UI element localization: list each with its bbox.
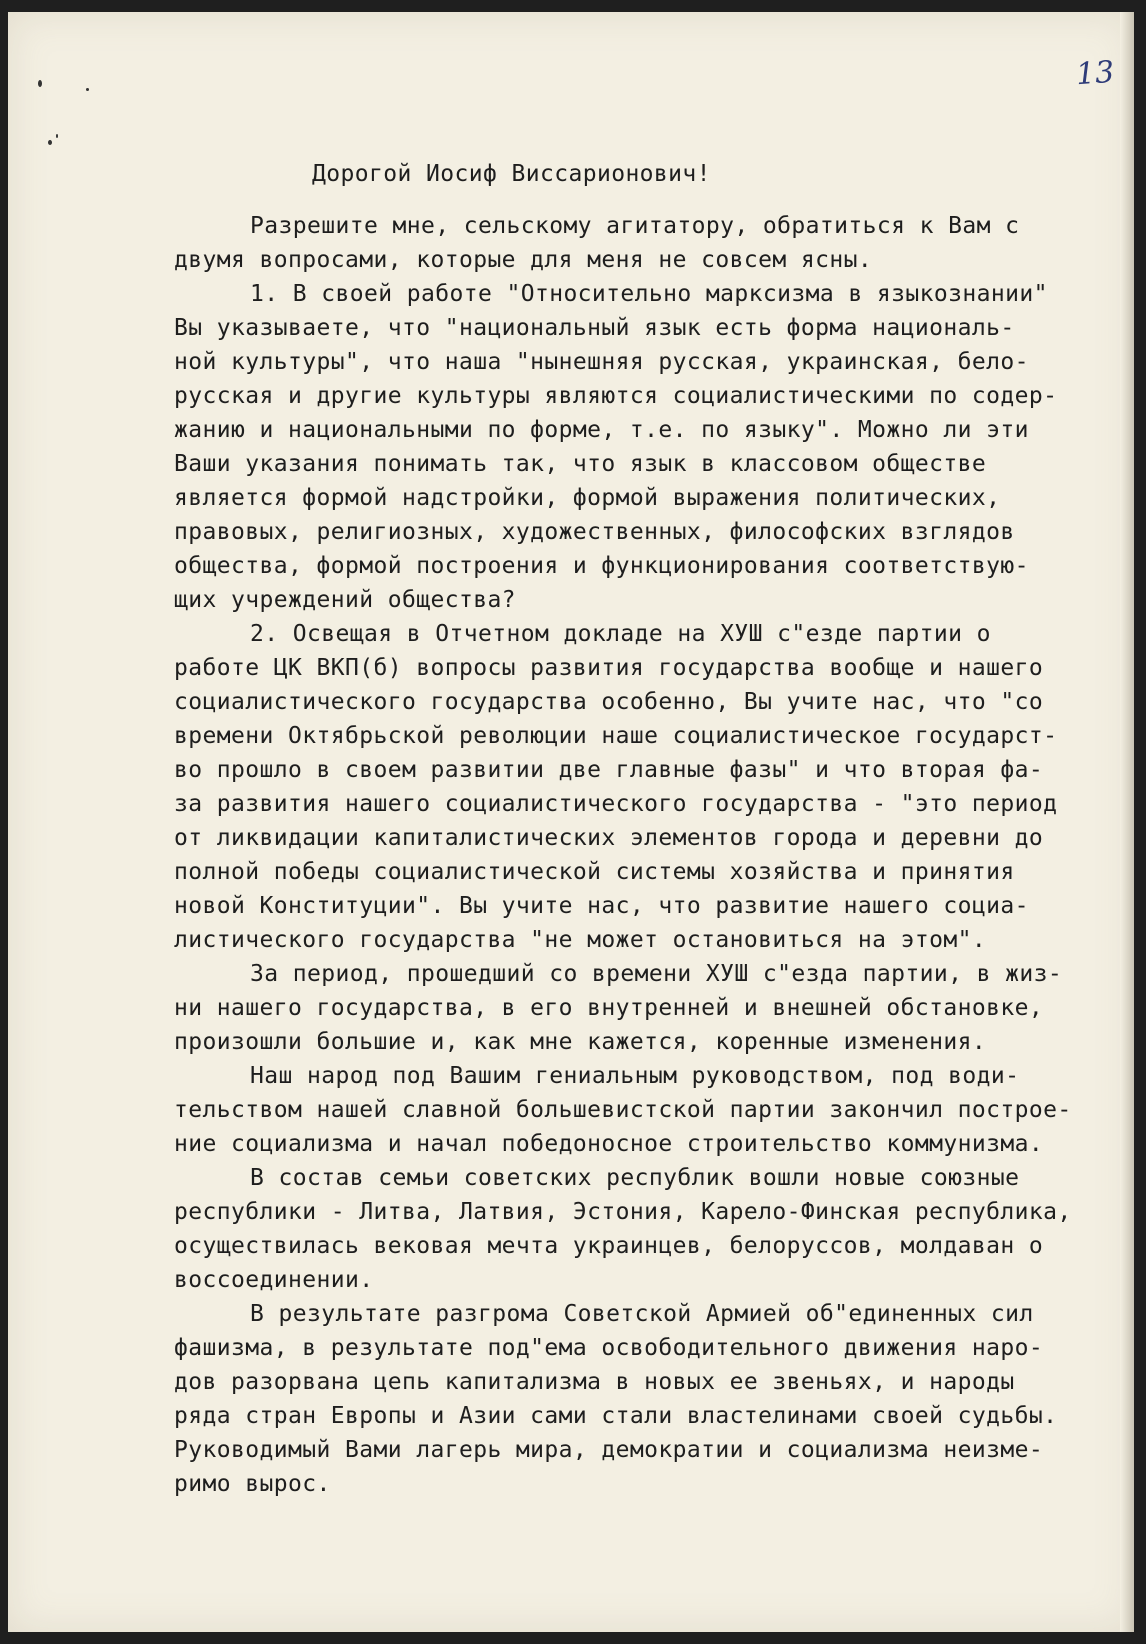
text-line: является формой надстройки, формой выражения политических, [174, 485, 1001, 511]
ink-speck [38, 80, 42, 87]
text-line: В состав семьи советских республик вошли новые союзные [250, 1165, 1020, 1191]
text-line: полной победы социалистической системы хозяйства и принятия [174, 859, 1015, 885]
text-line: Разрешите мне, сельскому агитатору, обратиться к Вам с [250, 213, 1020, 239]
text-line: щих учреждений общества? [174, 587, 516, 613]
salutation: Дорогой Иосиф Виссарионович! [312, 161, 711, 187]
text-line: ряда стран Европы и Азии сами стали властелинами своей судьбы. [174, 1403, 1058, 1429]
text-line: двумя вопросами, которые для меня не совсем ясны. [174, 247, 873, 273]
text-line: правовых, религиозных, художественных, философских взглядов [174, 519, 1015, 545]
ink-speck [48, 140, 52, 145]
text-line: воссоединении. [174, 1267, 374, 1293]
text-line: работе ЦК ВКП(б) вопросы развития государства вообще и нашего [174, 655, 1044, 681]
text-line: общества, формой построения и функционирования соответствую- [174, 553, 1029, 579]
text-line: фашизма, в результате под"ема освободительного движения наро- [174, 1335, 1044, 1361]
text-line: осуществилась вековая мечта украинцев, белоруссов, молдаван о [174, 1233, 1044, 1259]
text-line: Наш народ под Вашим гениальным руководством, под води- [250, 1063, 1020, 1089]
handwritten-page-number: 13 [1074, 54, 1116, 93]
text-line: 2. Освещая в Отчетном докладе на ХУШ с"езде партии о [250, 621, 991, 647]
text-line: русская и другие культуры являются социалистическими по содер- [174, 383, 1058, 409]
ink-speck [86, 88, 89, 91]
text-line: республики - Литва, Латвия, Эстония, Карело-Финская республика, [174, 1199, 1072, 1225]
text-line: тельством нашей славной большевистской партии закончил построе- [174, 1097, 1072, 1123]
text-line: В результате разгрома Советской Армией об"единенных сил [250, 1301, 1034, 1327]
text-line: ной культуры", что наша "нынешняя русская, украинская, бело- [174, 349, 1029, 375]
text-line: жанию и национальными по форме, т.е. по языку". Можно ли эти [174, 417, 1029, 443]
text-line: от ликвидации капиталистических элементов города и деревни до [174, 825, 1044, 851]
text-line: новой Конституции". Вы учите нас, что развитие нашего социа- [174, 893, 1029, 919]
document-page [8, 12, 1134, 1632]
text-line: времени Октябрьской революции наше социалистическое государст- [174, 723, 1058, 749]
text-line: дов разорвана цепь капитализма в новых ее звеньях, и народы [174, 1369, 1015, 1395]
text-line: Вы указываете, что "национальный язык есть форма националь- [174, 315, 1015, 341]
text-line: За период, прошедший со времени ХУШ с"езда партии, в жиз- [250, 961, 1063, 987]
text-line: римо вырос. [174, 1471, 331, 1497]
ink-speck [56, 134, 58, 138]
text-line: Ваши указания понимать так, что язык в классовом обществе [174, 451, 987, 477]
text-line: ние социализма и начал победоносное строительство коммунизма. [174, 1131, 1044, 1157]
text-line: листического государства "не может остановиться на этом". [174, 927, 987, 953]
text-line: социалистического государства особенно, Вы учите нас, что "со [174, 689, 1044, 715]
text-line: ни нашего государства, в его внутренней и внешней обстановке, [174, 995, 1044, 1021]
page-edge [1120, 12, 1134, 1632]
text-line: за развития нашего социалистического государства - "это период [174, 791, 1058, 817]
text-line: произошли большие и, как мне кажется, коренные изменения. [174, 1029, 987, 1055]
text-line: 1. В своей работе "Относительно марксизма в языкознании" [250, 281, 1048, 307]
text-line: во прошло в своем развитии две главные фазы" и что вторая фа- [174, 757, 1044, 783]
text-line: Руководимый Вами лагерь мира, демократии и социализма неизме- [174, 1437, 1044, 1463]
